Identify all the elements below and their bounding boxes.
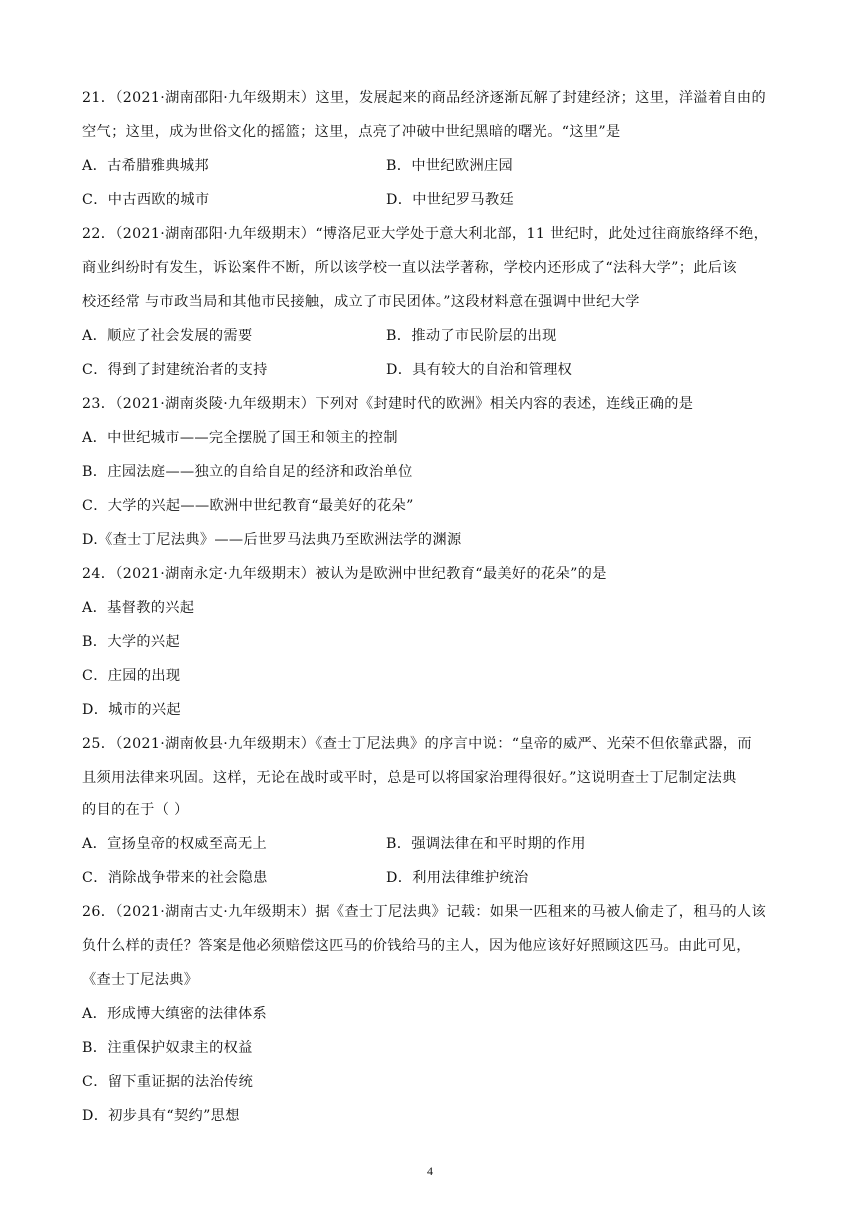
option-d: D．具有较大的自治和管理权 <box>386 362 573 378</box>
question-text-line: 空气；这里，成为世俗文化的摇篮；这里，点亮了冲破中世纪黑暗的曙光。“这里”是 <box>82 124 621 140</box>
option-b: B．庄园法庭——独立的自给自足的经济和政治单位 <box>82 464 413 480</box>
question-text-line: 26．（2021·湖南古丈·九年级期末）据《查士丁尼法典》记载：如果一匹租来的马被人偷走了，租马的人该 <box>82 904 766 920</box>
option-a: A．古希腊雅典城邦 <box>82 158 209 174</box>
question-text-line: 23．（2021·湖南炎陵·九年级期末）下列对《封建时代的欧洲》相关内容的表述，连线正确的是 <box>82 396 694 412</box>
question-text-line: 且须用法律来巩固。这样，无论在战时或平时，总是可以将国家治理得很好。”这说明查士丁尼制定法典 <box>82 770 737 786</box>
option-c: C．中古西欧的城市 <box>82 192 210 208</box>
option-d: D．初步具有“契约”思想 <box>82 1108 240 1124</box>
question-text-line: 《查士丁尼法典》 <box>82 972 199 988</box>
question-text-line: 21．（2021·湖南邵阳·九年级期末）这里，发展起来的商品经济逐渐瓦解了封建经济；这里，洋溢着自由的 <box>82 90 766 106</box>
option-c: C．大学的兴起——欧洲中世纪教育“最美好的花朵” <box>82 498 414 514</box>
question-text-line: 的目的在于（ ） <box>82 802 189 818</box>
question-text-line: 商业纠纷时有发生，诉讼案件不断，所以该学校一直以法学著称，学校内还形成了“法科大学”；此后该 <box>82 260 737 276</box>
question-text-line: 22．（2021·湖南邵阳·九年级期末）“博洛尼亚大学处于意大利北部，11 世纪时，此处过往商旅络绎不绝， <box>82 226 769 242</box>
option-d: D．城市的兴起 <box>82 702 181 718</box>
option-a: A．形成博大缜密的法律体系 <box>82 1006 268 1022</box>
option-b: B．注重保护奴隶主的权益 <box>82 1040 253 1056</box>
option-c: C．庄园的出现 <box>82 668 181 684</box>
option-a: A．顺应了社会发展的需要 <box>82 328 253 344</box>
option-b: B．推动了市民阶层的出现 <box>386 328 557 344</box>
option-b: B．大学的兴起 <box>82 634 181 650</box>
option-a: A．中世纪城市——完全摆脱了国王和领主的控制 <box>82 430 398 446</box>
question-text-line: 负什么样的责任？答案是他必须赔偿这匹马的价钱给马的主人，因为他应该好好照顾这匹马。由此可见， <box>82 938 751 954</box>
option-b: B．中世纪欧洲庄园 <box>386 158 514 174</box>
option-b: B．强调法律在和平时期的作用 <box>386 836 586 852</box>
option-c: C．留下重证据的法治传统 <box>82 1074 254 1090</box>
question-text-line: 24．（2021·湖南永定·九年级期末）被认为是欧洲中世纪教育“最美好的花朵”的是 <box>82 566 607 582</box>
option-a: A．宣扬皇帝的权威至高无上 <box>82 836 268 852</box>
question-text-line: 校还经常 与市政当局和其他市民接触，成立了市民团体。”这段材料意在强调中世纪大学 <box>82 294 640 310</box>
option-c: C．得到了封建统治者的支持 <box>82 362 268 378</box>
option-d: D.《查士丁尼法典》——后世罗马法典乃至欧洲法学的渊源 <box>82 532 462 548</box>
page-number: 4 <box>427 1164 433 1178</box>
option-c: C．消除战争带来的社会隐患 <box>82 870 268 886</box>
question-text-line: 25．（2021·湖南攸县·九年级期末）《查士丁尼法典》的序言中说：“皇帝的威严、光荣不但依靠武器，而 <box>82 736 752 752</box>
option-a: A．基督教的兴起 <box>82 600 195 616</box>
option-d: D．中世纪罗马教廷 <box>386 192 515 208</box>
option-d: D．利用法律维护统治 <box>386 870 529 886</box>
